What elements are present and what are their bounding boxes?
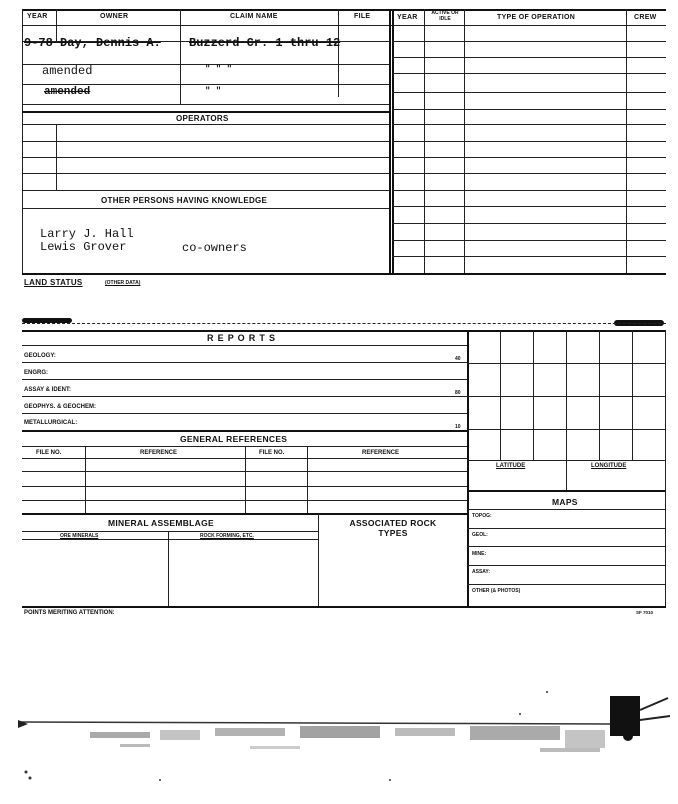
general-references-title: GENERAL REFERENCES	[180, 434, 288, 444]
person-1: Larry J. Hall	[40, 227, 134, 241]
maps-topog: TOPOG:	[472, 513, 492, 519]
ref-header-reference-2: REFERENCE	[362, 450, 400, 456]
entry-ditto-1: " " "	[205, 64, 233, 74]
ref-header-reference-1: REFERENCE	[140, 450, 178, 456]
persons-note: co-owners	[182, 241, 247, 255]
header-owner: OWNER	[100, 13, 129, 20]
report-geology-label: GEOLOGY:	[24, 353, 56, 359]
header-active-or-idle: ACTIVE OR IDLE	[431, 10, 459, 22]
entry-claim-name: Buzzerd Cr. 1 thru 12	[189, 36, 341, 50]
ref-header-file-2: FILE NO.	[259, 450, 285, 456]
rock-forming-label: ROCK FORMING, ETC.	[200, 533, 254, 539]
reports-title: R E P O R T S	[207, 333, 276, 343]
header-claim-name: CLAIM NAME	[230, 13, 278, 20]
entry-amended-2: amended	[44, 86, 91, 98]
longitude-label: LONGITUDE	[591, 463, 627, 469]
entry-ditto-2: " "	[205, 86, 222, 96]
points-label: POINTS MERITING ATTENTION:	[24, 610, 115, 616]
form-number: SF 7010	[636, 610, 654, 615]
ore-minerals-label: ORE MINERALS	[60, 533, 99, 539]
maps-other: OTHER (& PHOTOS)	[472, 588, 521, 594]
report-engrg-label: ENGRG:	[24, 370, 48, 376]
latitude-label: LATITUDE	[496, 463, 526, 469]
report-metallurgical-label: METALLURGICAL:	[24, 420, 78, 426]
entry-year-owner: 9-78 Day, Dennis A.	[24, 36, 161, 50]
header-file: FILE	[354, 13, 371, 20]
mineral-title: MINERAL ASSEMBLAGE	[108, 518, 214, 528]
header-type-of-operation: TYPE OF OPERATION	[497, 14, 576, 21]
associated-rock-types: ASSOCIATED ROCK TYPES	[349, 518, 437, 538]
maps-mine: MINE:	[472, 551, 487, 557]
land-status-label: LAND STATUS	[24, 278, 83, 287]
scan-noise	[0, 680, 678, 804]
person-2: Lewis Grover	[40, 240, 127, 254]
report-geophys-label: GEOPHYS. & GEOCHEM:	[24, 404, 97, 410]
report-assay-num: 80	[455, 390, 461, 396]
ref-header-file-1: FILE NO.	[36, 450, 62, 456]
maps-title: MAPS	[552, 497, 578, 507]
other-persons-title: OTHER PERSONS HAVING KNOWLEDGE	[101, 196, 268, 205]
report-geology-num: 40	[455, 356, 461, 362]
report-assay-label: ASSAY & IDENT:	[24, 387, 72, 393]
report-metallurgical-num: 10	[455, 424, 461, 430]
header-year: YEAR	[27, 13, 48, 20]
entry-amended-1: amended	[42, 64, 93, 78]
maps-assay: ASSAY:	[472, 569, 491, 575]
maps-geol: GEOL:	[472, 532, 488, 538]
land-status-sub: (OTHER DATA)	[105, 280, 141, 286]
operators-title: OPERATORS	[176, 114, 229, 123]
header-year-right: YEAR	[397, 14, 418, 21]
header-crew: CREW	[634, 14, 657, 21]
